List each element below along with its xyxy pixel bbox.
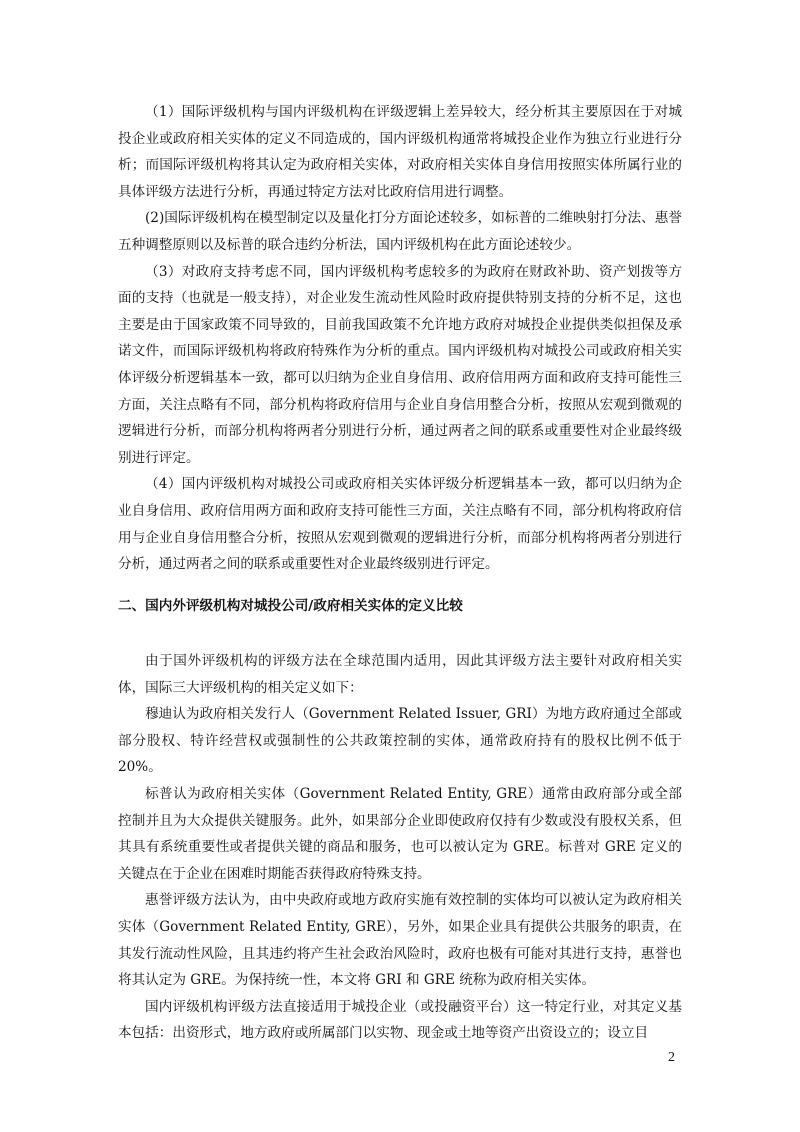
paragraph-moodys: 穆迪认为政府相关发行人（Government Related Issuer, GRI）为地方政府通过全部或部分股权、特许经营权或强制性的公共政策控制的实体，通常政府持有的股权比例不低于 20%。 bbox=[118, 706, 682, 776]
section-one-body bbox=[118, 99, 682, 578]
section-two-body bbox=[118, 648, 682, 1047]
paragraph-4: （4）国内评级机构对城投公司或政府相关实体评级分析逻辑基本一致，都可以归纳为企业自身信用、政府信用两方面和政府支持可能性三方面，关注点略有不同，部分机构将政府信用与企业自身信用整合分析，按照从宏观到微观的逻辑进行分析，而部分机构将两者分别进行分析，通过两者之间的联系或重要性对企业最终级别进行评定。 bbox=[118, 476, 682, 573]
paragraph-fitch: 惠誉评级方法认为，由中央政府或地方政府实施有效控制的实体均可以被认定为政府相关实体（Government Related Entity, GRE），另外，如果企业具有提供公共服务的职责，在其发行流动性风险，且其违约将产生社会政治风险时，政府也极有可能对其进行支持，惠誉也将其认定为 GRE。为保持统一性，本文将 GRI 和 GRE 统称为政府相关实体。 bbox=[118, 892, 682, 989]
paragraph-domestic: 国内评级机构评级方法直接适用于城投企业（或投融资平台）这一特定行业，对其定义基本包括：出资形式，地方政府或所属部门以实物、现金或土地等资产出资设立的；设立目 bbox=[118, 998, 682, 1042]
paragraph-1: （1）国际评级机构与国内评级机构在评级逻辑上差异较大，经分析其主要原因在于对城投企业或政府相关实体的定义不同造成的，国内评级机构通常将城投企业作为独立行业进行分析；而国际评级机构将其认定为政府相关实体，对政府相关实体自身信用按照实体所属行业的具体评级方法进行分析，再通过特定方法对比政府信用进行调整。 bbox=[118, 104, 682, 200]
section-heading: 二、国内外评级机构对城投公司/政府相关实体的定义比较 bbox=[118, 598, 463, 614]
paragraph-sp: 标普认为政府相关实体（Government Related Entity, GRE）通常由政府部分或全部控制并且为大众提供关键服务。此外，如果部分企业即使政府仅持有少数或没有股权关系，但其具有系统重要性或者提供关键的商品和服务，也可以被认定为 GRE。标普对 GRE 定义的关键点在于企业在困难时期能否获得政府特殊支持。 bbox=[118, 785, 682, 882]
page-number: 2 bbox=[668, 1050, 675, 1065]
paragraph-5: 由于国外评级机构的评级方法在全球范围内适用，因此其评级方法主要针对政府相关实体，国际三大评级机构的相关定义如下： bbox=[118, 653, 682, 696]
paragraph-3: （3）对政府支持考虑不同，国内评级机构考虑较多的为政府在财政补助、资产划拨等方面的支持（也就是一般支持），对企业发生流动性风险时政府提供特别支持的分析不足，这也主要是由于国家政策不同导致的，目前我国政策不允许地方政府对城投企业提供类似担保及承诺文件，而国际评级机构将政府特殊作为分析的重点。国内评级机构对城投公司或政府相关实体评级分析逻辑基本一致，都可以归纳为企业自身信用、政府信用两方面和政府支持可能性三方面，关注点略有不同，部分机构将政府信用与企业自身信用整合分析，按照从宏观到微观的逻辑进行分析，而部分机构将两者分别进行分析，通过两者之间的联系或重要性对企业最终级别进行评定。 bbox=[118, 263, 682, 466]
paragraph-2: (2)国际评级机构在模型制定以及量化打分方面论述较多，如标普的二维映射打分法、惠誉五种调整原则以及标普的联合违约分析法，国内评级机构在此方面论述较少。 bbox=[118, 210, 682, 253]
